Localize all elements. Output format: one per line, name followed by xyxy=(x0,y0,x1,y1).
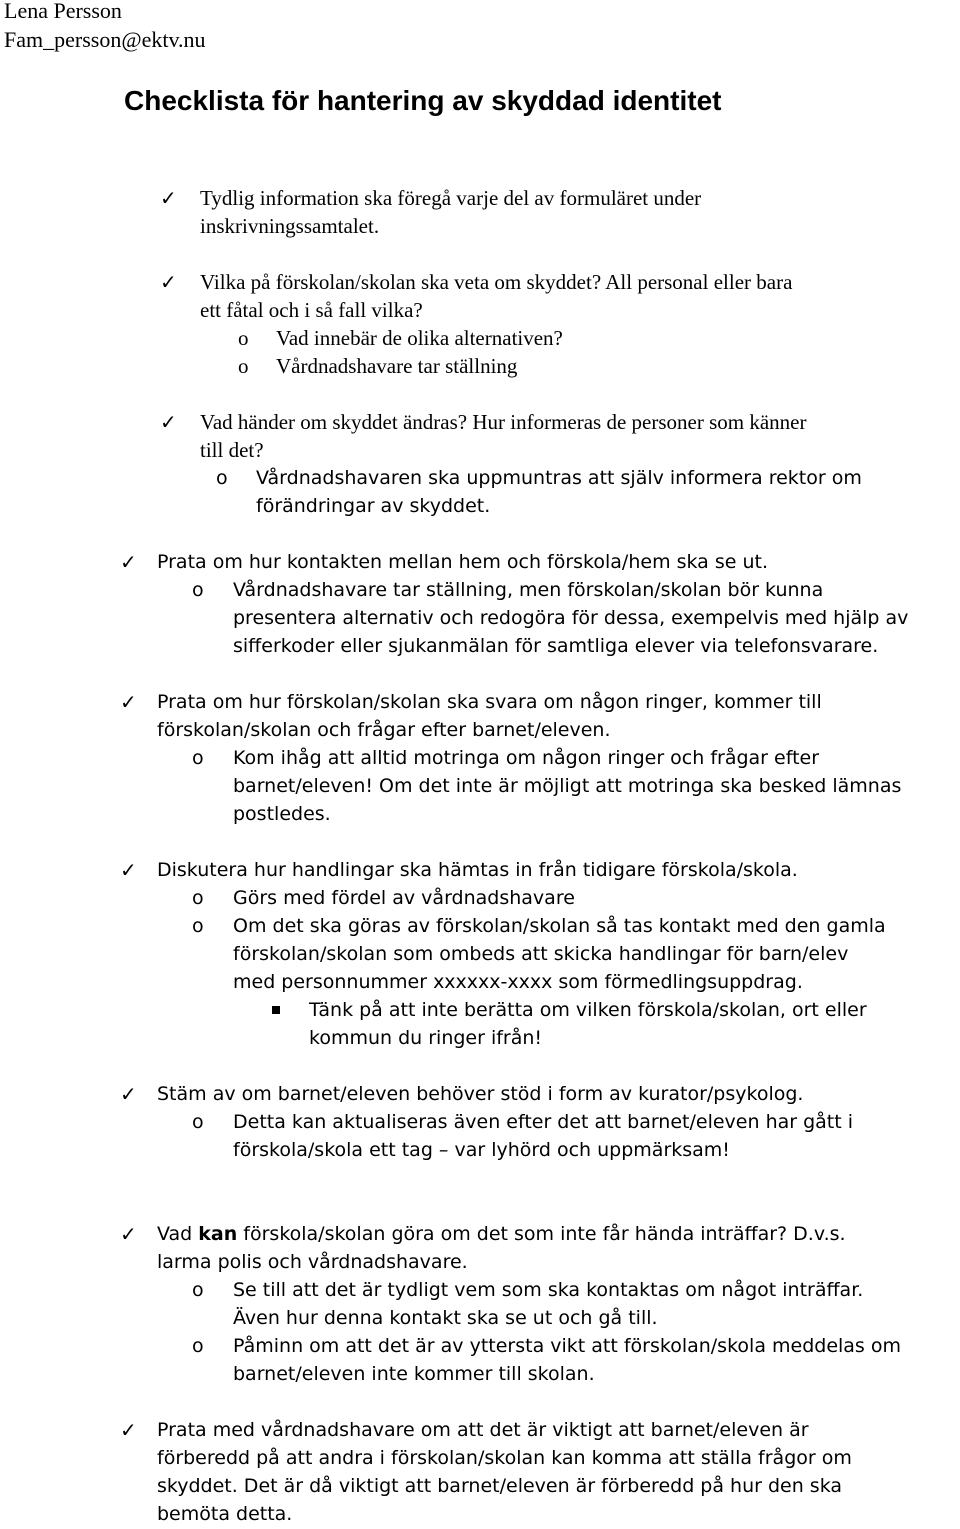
circle-bullet-icon: o xyxy=(238,354,249,378)
checkmark-icon: ✓ xyxy=(120,690,137,714)
circle-bullet-icon: o xyxy=(192,579,204,601)
circle-bullet-icon: o xyxy=(192,1111,204,1133)
circle-bullet-icon: o xyxy=(192,1279,204,1301)
checkmark-icon: ✓ xyxy=(120,1082,137,1106)
square-bullet-icon xyxy=(272,1006,280,1014)
checkmark-icon: ✓ xyxy=(160,186,177,210)
circle-bullet-icon: o xyxy=(238,326,249,350)
item-7: Stäm av om barnet/eleven behöver stöd i form av kurator/psykolog. xyxy=(157,1083,804,1105)
item-4: Prata om hur kontakten mellan hem och förskola/hem ska se ut. xyxy=(157,551,769,573)
item-8-sub-2: Påminn om att det är av yttersta vikt att förskolan/skola meddelas om barnet/eleven inte kommer till skolan. xyxy=(233,1335,901,1385)
page-title: Checklista för hantering av skyddad identitet xyxy=(124,85,722,116)
item-3: Vad händer om skyddet ändras? Hur informeras de personer som känner till det? xyxy=(200,410,807,462)
item-6-bullet-1: Tänk på att inte berätta om vilken förskola/skolan, ort eller kommun du ringer ifrån! xyxy=(309,999,867,1049)
author-email: Fam_persson@ektv.nu xyxy=(4,27,206,52)
item-4-sub-1: Vårdnadshavare tar ställning, men förskolan/skolan bör kunna presentera alternativ och redogöra för dessa, exempelvis med hjälp av sifferkoder eller sjukanmälan för samtliga elever via telefonsvarare. xyxy=(233,579,909,657)
circle-bullet-icon: o xyxy=(192,747,204,769)
item-1: Tydlig information ska föregå varje del av formuläret under inskrivningssamtalet. xyxy=(200,186,702,238)
item-2: Vilka på förskolan/skolan ska veta om skyddet? All personal eller bara ett fåtal och i så fall vilka? xyxy=(200,270,793,322)
circle-bullet-icon: o xyxy=(192,915,204,937)
item-3-sub-1: Vårdnadshavaren ska uppmuntras att själv informera rektor om förändringar av skyddet. xyxy=(256,467,862,517)
checkmark-icon: ✓ xyxy=(120,1222,137,1246)
item-8-sub-1: Se till att det är tydligt vem som ska kontaktas om något inträffar. Även hur denna kontakt ska se ut och gå till. xyxy=(233,1279,864,1329)
item-7-sub-1: Detta kan aktualiseras även efter det att barnet/eleven har gått i förskola/skola ett tag – var lyhörd och uppmärksam! xyxy=(233,1111,854,1161)
checkmark-icon: ✓ xyxy=(120,858,137,882)
author-block xyxy=(4,0,206,54)
item-2-sub-1: Vad innebär de olika alternativen? xyxy=(276,326,563,350)
item-2-sub-2: Vårdnadshavare tar ställning xyxy=(276,354,518,378)
item-5-sub-1: Kom ihåg att alltid motringa om någon ringer och frågar efter barnet/eleven! Om det inte är möjligt att motringa ska besked lämnas postledes. xyxy=(233,747,902,825)
item-6-sub-2: Om det ska göras av förskolan/skolan så tas kontakt med den gamla förskolan/skolan som ombeds att skicka handlingar för barn/elev med personnummer xxxxxx-xxxx som förmedlingsuppdrag. xyxy=(233,915,886,993)
item-6-sub-1: Görs med fördel av vårdnadshavare xyxy=(233,887,575,909)
circle-bullet-icon: o xyxy=(192,887,204,909)
item-6: Diskutera hur handlingar ska hämtas in från tidigare förskola/skola. xyxy=(157,859,798,881)
circle-bullet-icon: o xyxy=(192,1335,204,1357)
checkmark-icon: ✓ xyxy=(120,550,137,574)
checkmark-icon: ✓ xyxy=(120,1418,137,1442)
item-8: Vad kan förskola/skolan göra om det som inte får hända inträffar? D.v.s. larma polis och vårdnadshavare. xyxy=(157,1223,846,1273)
checkmark-icon: ✓ xyxy=(160,410,177,434)
checkmark-icon: ✓ xyxy=(160,270,177,294)
author-name: Lena Persson xyxy=(4,0,122,23)
circle-bullet-icon: o xyxy=(216,467,228,489)
item-5: Prata om hur förskolan/skolan ska svara om någon ringer, kommer till förskolan/skolan och frågar efter barnet/eleven. xyxy=(157,691,822,741)
emphasis-kan: kan xyxy=(198,1223,238,1245)
item-9: Prata med vårdnadshavare om att det är viktigt att barnet/eleven är förberedd på att andra i förskolan/skolan kan komma att ställa frågor om skyddet. Det är då viktigt att barnet/eleven är förberedd på hur den ska bemöta detta. xyxy=(157,1419,852,1525)
